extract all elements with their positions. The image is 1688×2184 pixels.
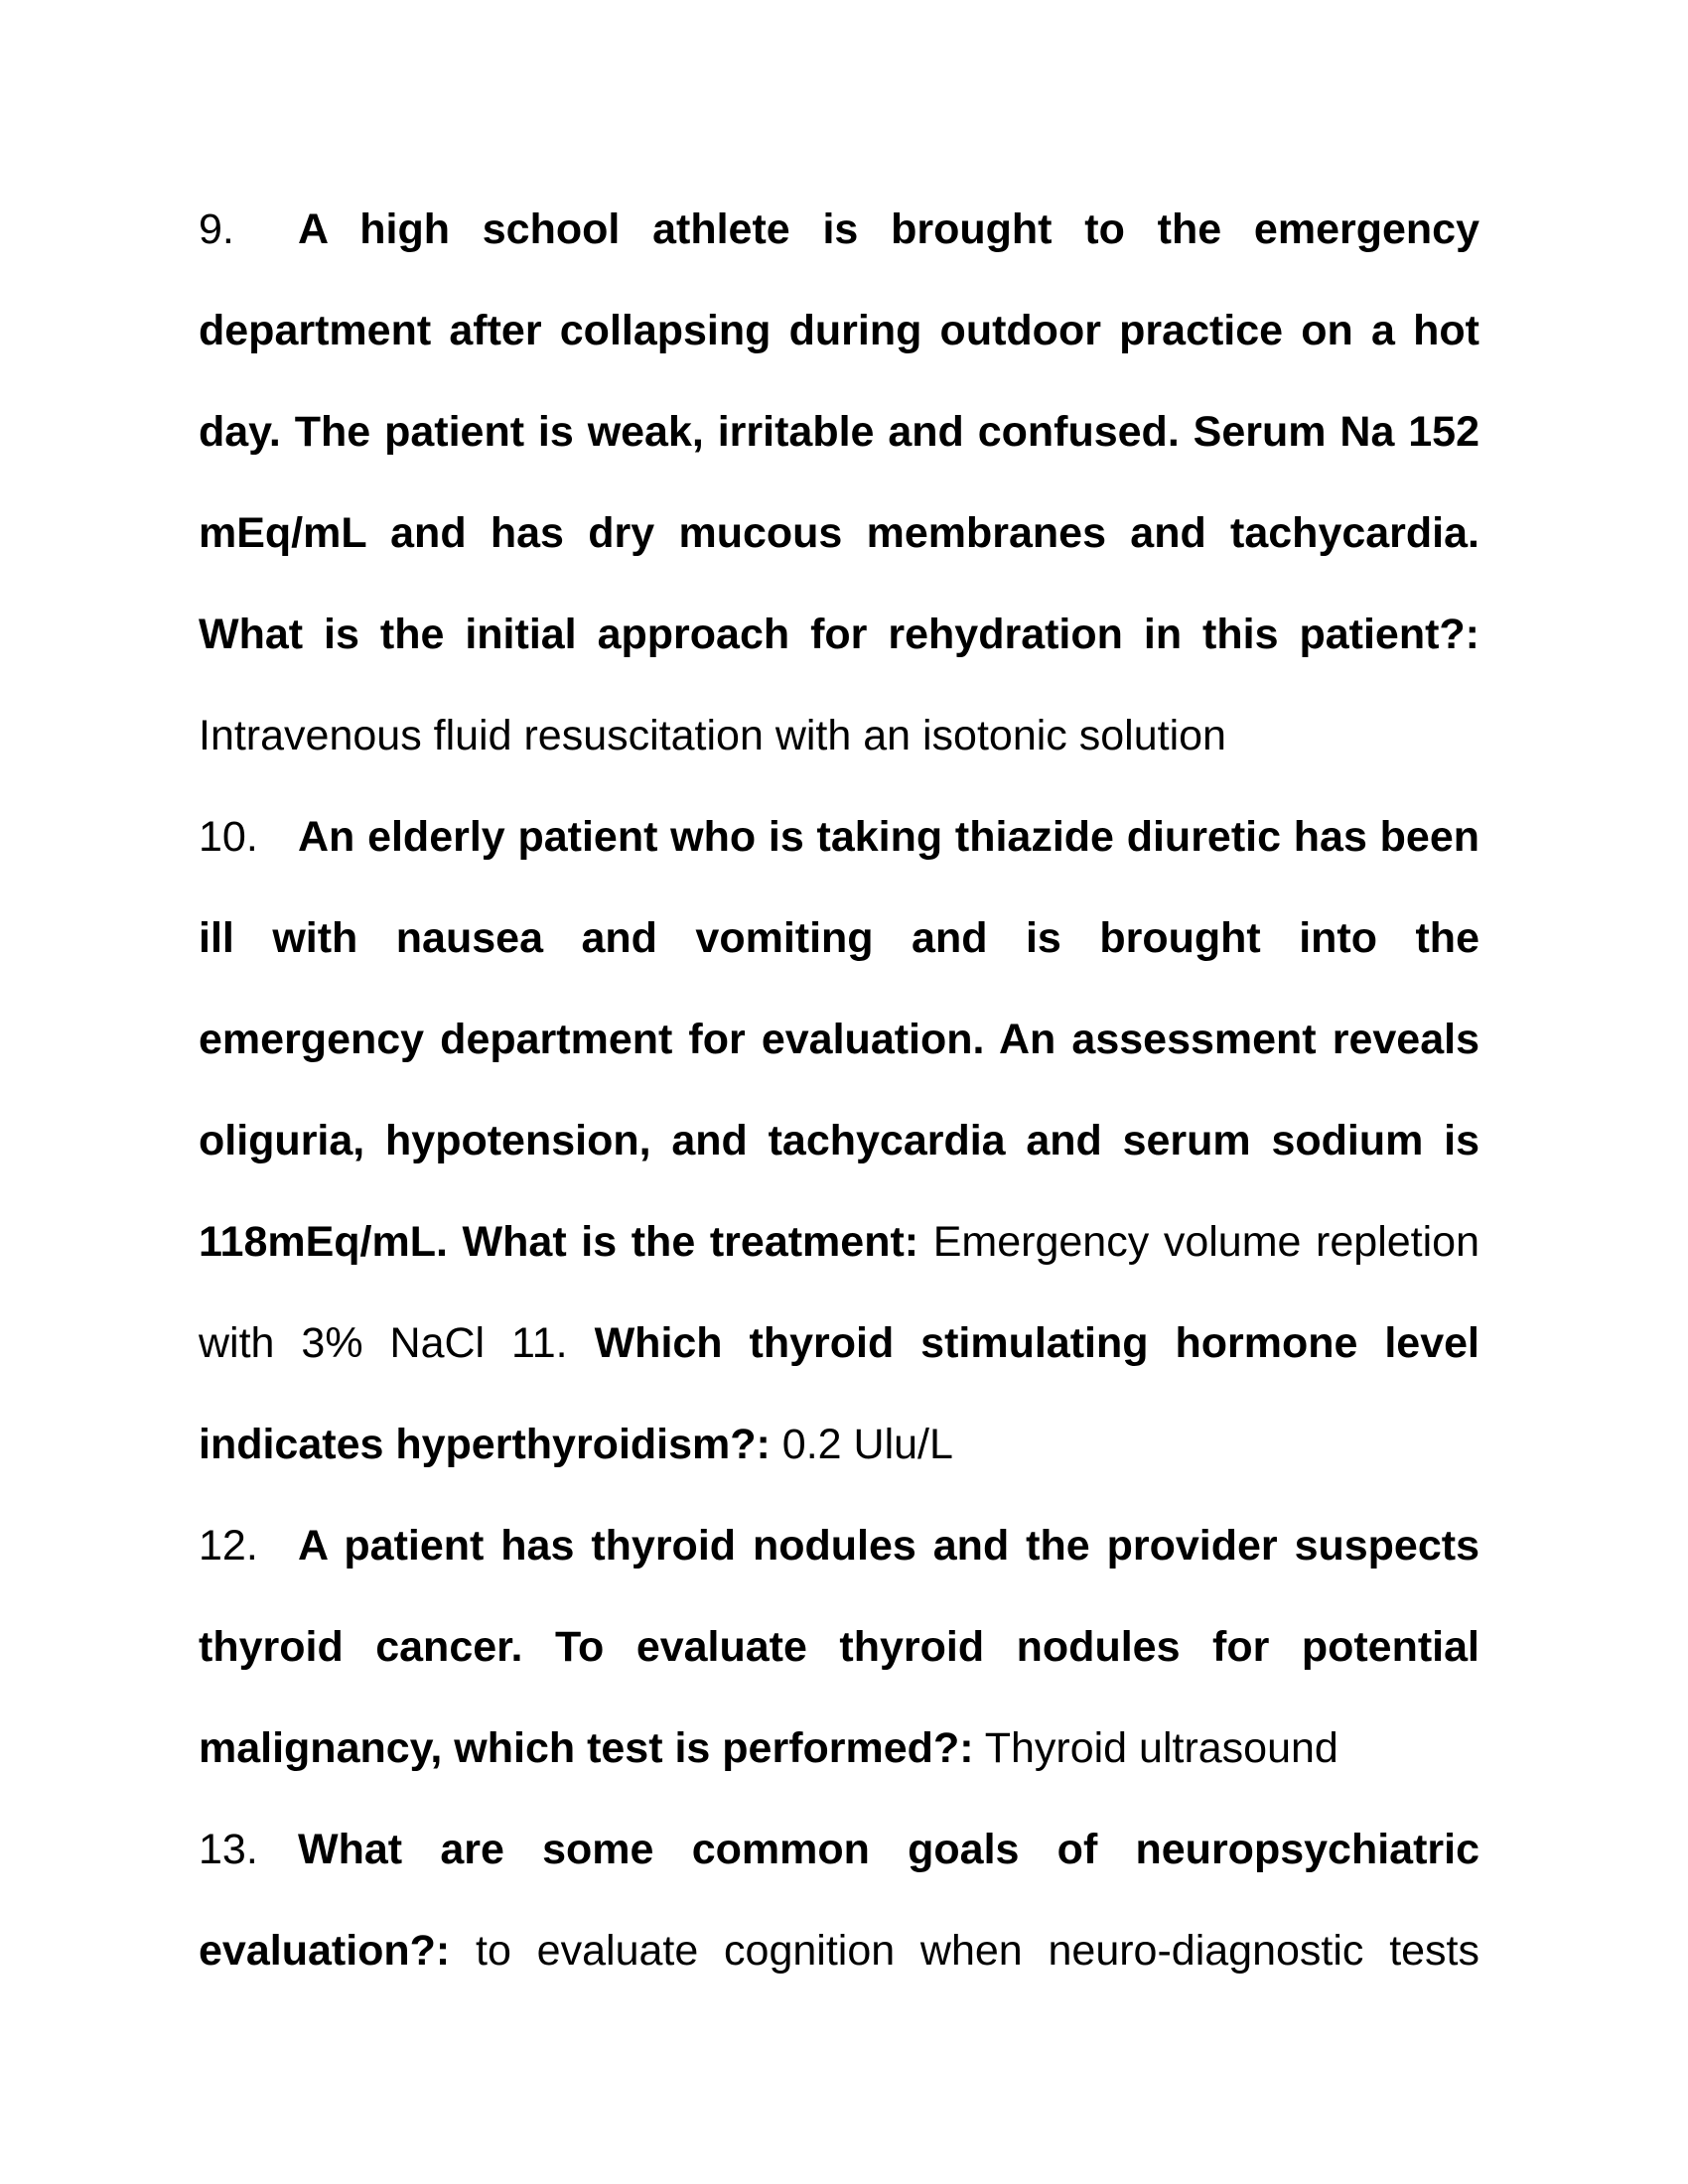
qa-item-12 xyxy=(199,1495,1479,1799)
item-number: 13. xyxy=(199,1826,258,1873)
question-text: A patient has thyroid nodules and the provider suspects thyroid cancer. To evaluate thyroid nodules for potential malignancy, which test is performed?: xyxy=(199,1522,1479,1772)
item-number: 11. xyxy=(511,1319,568,1367)
qa-item-13 xyxy=(199,1799,1479,2001)
question-text: What are some common goals of neuropsychiatric evaluation?: xyxy=(199,1826,1479,1975)
document-page xyxy=(199,179,1479,2001)
answer-text: Intravenous fluid resuscitation with an isotonic solution xyxy=(199,712,1226,759)
item-number: 12. xyxy=(199,1522,258,1570)
question-text: Which thyroid stimulating hormone level indicates hyperthyroidism?: xyxy=(199,1319,1479,1468)
item-number: 9. xyxy=(199,205,234,253)
answer-text: to evaluate cognition when neuro-diagnostic tests xyxy=(476,1927,1479,1975)
qa-item-9 xyxy=(199,179,1479,786)
question-text: An elderly patient who is taking thiazide diuretic has been ill with nausea and vomiting and is brought into the emergency department for evaluation. An assessment reveals oliguria, hypotension, and tachycardia and serum sodium is 118mEq/mL. What is the treatment: xyxy=(199,813,1479,1266)
question-text: A high school athlete is brought to the emergency department after collapsing during outdoor practice on a hot day. The patient is weak, irritable and confused. Serum Na 152 mEq/mL and has dry mucous membranes and tachycardia. What is the initial approach for rehydration in this patient?: xyxy=(199,205,1479,658)
answer-text: 0.2 Ulu/L xyxy=(781,1421,953,1468)
answer-text: Emergency volume repletion with 3% NaCl xyxy=(199,1218,1480,1367)
item-number: 10. xyxy=(199,813,258,861)
answer-text: Thyroid ultrasound xyxy=(984,1724,1338,1772)
qa-item-10-11 xyxy=(199,786,1479,1495)
